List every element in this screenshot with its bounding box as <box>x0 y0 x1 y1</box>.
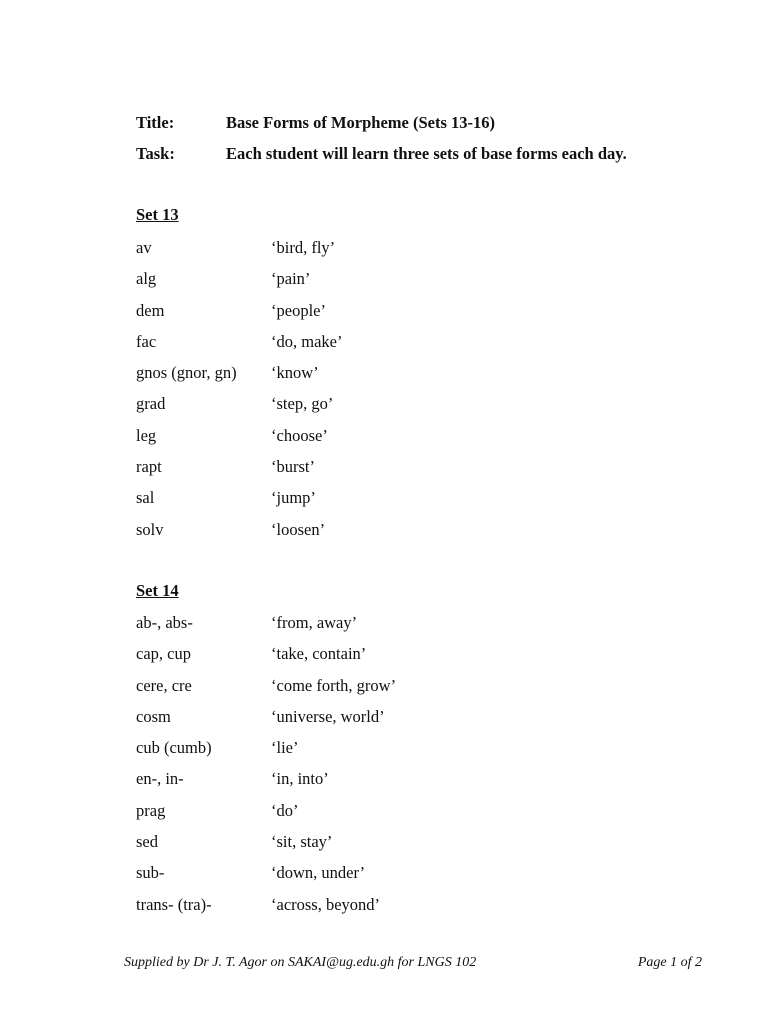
list-item <box>136 863 396 894</box>
base-form: cosm <box>136 706 171 726</box>
gloss: ‘pain’ <box>271 269 311 289</box>
gloss: ‘bird, fly’ <box>271 238 336 257</box>
base-form: en-, in- <box>136 769 184 789</box>
list-item <box>136 801 396 832</box>
list-item <box>136 238 342 269</box>
gloss: ‘people’ <box>271 300 326 320</box>
base-form: rapt <box>136 457 162 477</box>
list-item <box>136 832 396 863</box>
set-14-heading: Set 14 <box>136 581 179 600</box>
gloss: ‘do’ <box>271 800 299 820</box>
gloss: ‘across, beyond’ <box>271 894 381 914</box>
gloss: ‘come forth, grow’ <box>271 675 397 695</box>
base-form: sub- <box>136 863 165 883</box>
list-item <box>136 457 342 488</box>
gloss: ‘lie’ <box>271 738 299 758</box>
base-form: solv <box>136 519 164 539</box>
base-form: leg <box>136 425 157 445</box>
list-item <box>136 738 396 769</box>
base-form: gnos (gnor, gn) <box>136 363 237 383</box>
set-13-list <box>136 238 342 551</box>
base-form: sed <box>136 832 158 852</box>
base-form: trans- (tra)- <box>136 894 212 914</box>
gloss: ‘step, go’ <box>271 394 334 414</box>
document-title: Base Forms of Morpheme (Sets 13-16) <box>226 113 495 132</box>
list-item <box>136 363 342 394</box>
list-item <box>136 676 396 707</box>
gloss: ‘from, away’ <box>271 613 358 632</box>
list-item <box>136 707 396 738</box>
list-item <box>136 332 342 363</box>
base-form: cere, cre <box>136 675 192 695</box>
gloss: ‘universe, world’ <box>271 706 385 726</box>
list-item <box>136 488 342 519</box>
base-form: av <box>136 238 152 257</box>
list-item <box>136 394 342 425</box>
footer-supplied-by: Supplied by Dr J. T. Agor on SAKAI@ug.edu.gh for LNGS 102 <box>124 955 477 970</box>
base-form: prag <box>136 800 166 820</box>
title-label: Title: <box>136 113 175 132</box>
task-label: Task: <box>136 144 175 163</box>
gloss: ‘choose’ <box>271 425 328 445</box>
base-form: cub (cumb) <box>136 738 212 758</box>
list-item <box>136 895 396 926</box>
list-item <box>136 644 396 675</box>
gloss: ‘in, into’ <box>271 769 329 789</box>
gloss: ‘know’ <box>271 363 319 383</box>
list-item <box>136 269 342 300</box>
gloss: ‘sit, stay’ <box>271 832 333 852</box>
base-form: grad <box>136 394 166 414</box>
gloss: ‘loosen’ <box>271 519 326 539</box>
list-item <box>136 520 342 551</box>
list-item <box>136 301 342 332</box>
footer-page-number: Page 1 of 2 <box>637 955 702 970</box>
gloss: ‘jump’ <box>271 488 316 508</box>
base-form: alg <box>136 269 157 289</box>
base-form: dem <box>136 300 165 320</box>
list-item <box>136 613 396 644</box>
gloss: ‘burst’ <box>271 457 315 477</box>
set-13-heading: Set 13 <box>136 205 179 224</box>
base-form: ab-, abs- <box>136 613 193 632</box>
task-description: Each student will learn three sets of base forms each day. <box>226 144 627 163</box>
set-14-list <box>136 613 396 926</box>
gloss: ‘down, under’ <box>271 863 366 883</box>
list-item <box>136 769 396 800</box>
gloss: ‘take, contain’ <box>271 644 367 664</box>
list-item <box>136 426 342 457</box>
base-form: cap, cup <box>136 644 191 664</box>
base-form: fac <box>136 331 157 351</box>
gloss: ‘do, make’ <box>271 331 343 351</box>
task-row <box>136 144 627 164</box>
title-row <box>136 113 495 133</box>
base-form: sal <box>136 488 155 508</box>
